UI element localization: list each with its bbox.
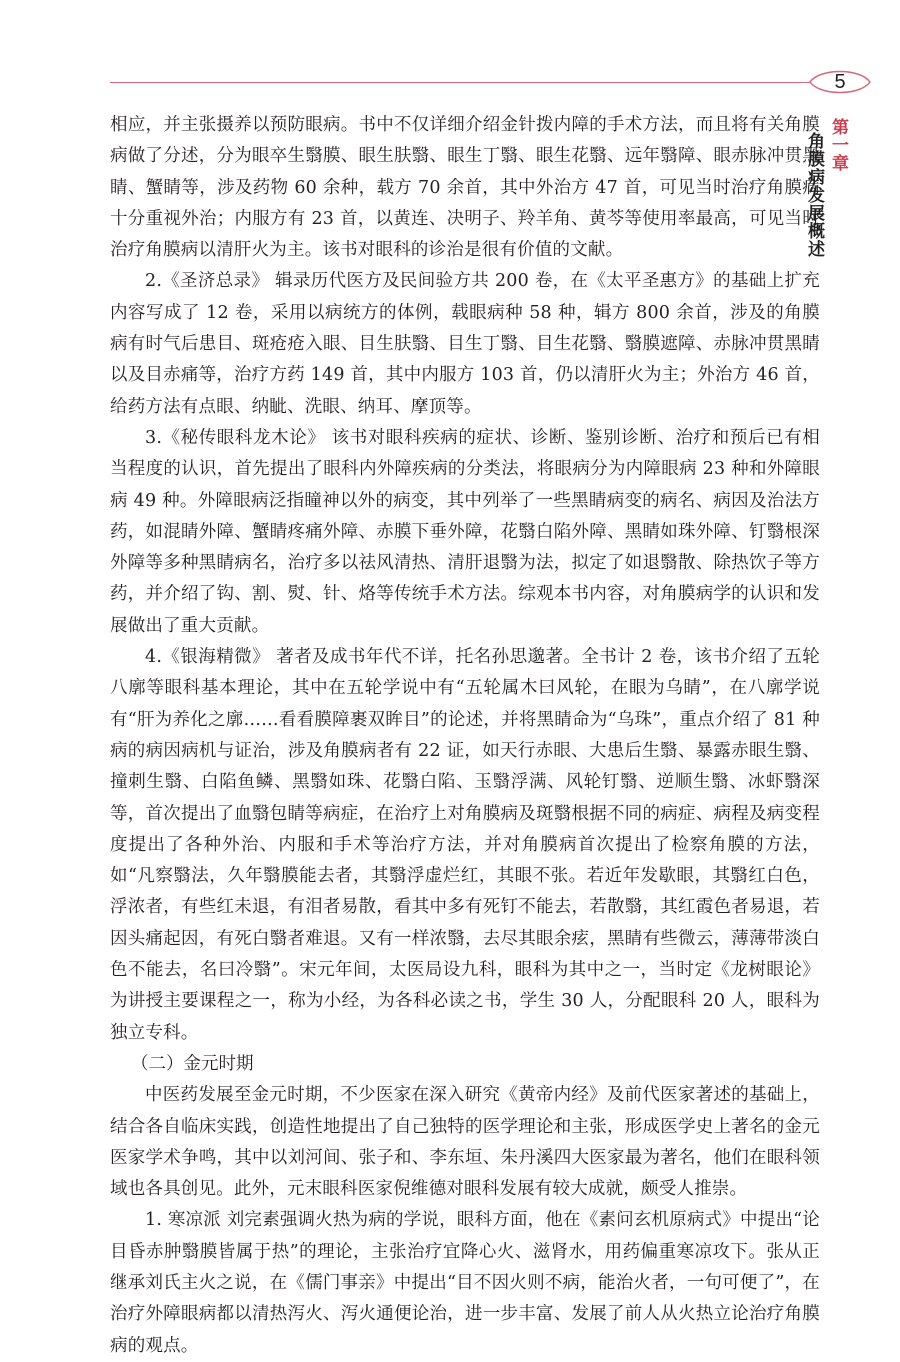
paragraph-continuation: 相应，并主张摄养以预防眼病。书中不仅详细介绍金针拨内障的手术方法，而且将有关角膜病做了分述，分为眼卒生翳膜、眼生肤翳、眼生丁翳、眼生花翳、远年翳障、眼赤脉冲贯黑睛、蟹睛等，涉及药物 60 余种，载方 70 余首，其中外治方 47 首，可见当时治疗角膜病十分重视外治；内服方有 23 首，以黄连、决明子、羚羊角、黄芩等使用率最高，可见当时治疗角膜病以清肝火为主。该书对眼科的诊治是很有价值的文献。	[110, 115, 820, 261]
paragraph-yinhai-jingwei: 4.《银海精微》 著者及成书年代不详，托名孙思邈著。全书计 2 卷，该书介绍了五轮八廓等眼科基本理论，其中在五轮学说中有“五轮属木曰风轮，在眼为乌睛”，在八廓学说有“肝为养化之廓……看看膜障裹双眸目”的论述，并将黑睛命为“乌珠”，重点介绍了 81 种病的病因病机与证治，涉及角膜病者有 22 证，如天行赤眼、大患后生翳、暴露赤眼生翳、撞刺生翳、白陷鱼鳞、黑翳如珠、花翳白陷、玉翳浮满、风轮钉翳、逆顺生翳、冰虾翳深等，首次提出了血翳包睛等病症，在治疗上对角膜病及斑翳根据不同的病症、病程及病变程度提出了各种外治、内服和手术等治疗方法，并对角膜病首次提出了检察角膜的方法，如“凡察翳法，久年翳膜能去者，其翳浮虚烂红，其眼不张。若近年发歇眼，其翳红白色，浮浓者，有些红未退，有泪者易散，看其中多有死钉不能去，若散翳，其红霞色者易退，若因头痛起因，有死白翳者难退。又有一样浓翳，去尽其眼余痃，黑睛有些微云，薄薄带淡白色不能去，名曰冷翳”。宋元年间，太医局设九科，眼科为其中之一，当时定《龙树眼论》为讲授主要课程之一，称为小经，为各科必读之书，学生 30 人，分配眼科 20 人，眼科为独立专科。	[110, 647, 820, 1043]
paragraph-mizhuan-longmulun: 3.《秘传眼科龙木论》 该书对眼科疾病的症状、诊断、鉴别诊断、治疗和预后已有相当程度的认识，首先提出了眼科内外障疾病的分类法，将眼病分为内障眼病 23 种和外障眼病 49 种。外障眼病泛指瞳神以外的病变，其中列举了一些黑睛病变的病名、病因及治法方药，如混睛外障、蟹睛疼痛外障、赤膜下垂外障，花翳白陷外障、黑睛如珠外障、钉翳根深外障等多种黑睛病名，治疗多以祛风清热、清肝退翳为法，拟定了如退翳散、除热饮子等方药，并介绍了钩、割、熨、针、烙等传统手术方法。综观本书内容，对角膜病学的认识和发展做出了重大贡献。	[110, 427, 820, 636]
paragraph-shengji-zonglu: 2.《圣济总录》 辑录历代医方及民间验方共 200 卷，在《太平圣惠方》的基础上扩充内容写成了 12 卷，采用以病统方的体例，载眼病种 58 种，辑方 800 余首，涉及的角膜病有时气后患目、斑疮疮入眼、目生肤翳、目生丁翳、目生花翳、翳膜遮障、赤脉冲贯黑睛以及目赤痛等，治疗方药 149 首，其中内服方 103 首，仍以清肝火为主；外治方 46 首，给药方法有点眼、纳眦、洗眼、纳耳、摩顶等。	[110, 271, 820, 417]
section-heading-jinyuan: （二）金元时期	[131, 1053, 254, 1074]
chapter-number: 第一章	[828, 118, 848, 172]
page-number: 5	[834, 71, 846, 93]
chapter-sidebar	[804, 118, 850, 258]
paragraph-jinyuan-intro: 中医药发展至金元时期，不少医家在深入研究《黄帝内经》及前代医家著述的基础上，结合各自临床实践，创造性地提出了自己独特的医学理论和主张，形成医学史上著名的金元医家学术争鸣，其中以刘河间、张子和、李东垣、朱丹溪四大医家最为著名，他们在眼科领域也各具创见。此外，元末眼科医家倪维德对眼科发展有较大成就，颇受人推崇。	[110, 1085, 820, 1200]
paragraph-hanliang-pai: 1. 寒凉派 刘完素强调火热为病的学说，眼科方面，他在《素问玄机原病式》中提出“论目昏赤肿翳膜皆属于热”的理论，主张治疗宜降心火、滋肾水，用药偏重寒凉攻下。张从正继承刘氏主火之说，在《儒门事亲》中提出“目不因火则不病，能治火者，一句可便了”，在治疗外障眼病都以清热泻火、泻火通便论治，进一步丰富、发展了前人从火热立论治疗角膜病的观点。	[110, 1210, 820, 1356]
header-rule	[110, 82, 822, 83]
page-number-badge	[808, 66, 872, 98]
main-text	[110, 110, 820, 1362]
chapter-title: 角膜病发展概述	[804, 132, 824, 258]
